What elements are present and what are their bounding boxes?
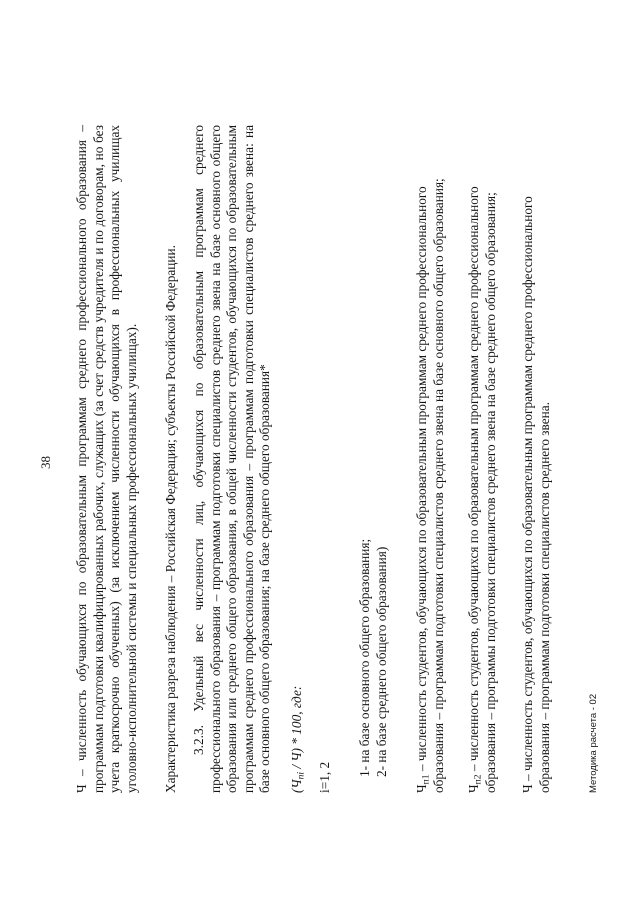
- index-line: i=1, 2: [317, 761, 332, 793]
- definition-body: – численность студентов, обучающихся по образовательным программам среднего профессионального образования – программы подготовки специалистов среднего звена на базе среднего общего образования;: [466, 186, 498, 793]
- definition-text: [466, 125, 499, 793]
- definition-text: Ч – численность студентов, обучающихся по образовательным программам среднего профессионального образования – программам подготовки специалистов среднего звена.: [520, 196, 552, 793]
- footer-note: Методика расчета - 02: [588, 693, 599, 793]
- formula-open: (Ч: [289, 779, 304, 793]
- definition-symbol: Ч: [466, 784, 481, 793]
- index-list: [357, 137, 390, 777]
- paragraph-definition-ch: [74, 125, 140, 793]
- list-item: 2- на базе среднего общего образования): [373, 546, 389, 777]
- formula: [289, 125, 306, 793]
- definition-subscript: п2: [472, 774, 484, 785]
- definition-ch-p2: [466, 125, 499, 793]
- definition-ch-total: [520, 125, 553, 793]
- paragraph-text: Характеристика разреза наблюдения – Российская Федерация; субъекты Российской Федерации.: [163, 245, 178, 793]
- paragraph-text: 3.2.3. Удельный вес численности лиц, обучающихся по образовательным программам среднего профессионального образования – программам подготовки специалистов среднего звена на базе основного общего образования или среднего общего образования, в общей численности студентов, обучающихся по образовательным программам среднего профессионального образования – программам подготовки специалистов среднего звена: на базе основного общего образования; на базе среднего общего образования*: [191, 125, 272, 793]
- definition-subscript: п1: [420, 774, 432, 785]
- paragraph-indicator-3-2-3: [191, 125, 274, 793]
- formula-subscript: пi: [295, 771, 307, 780]
- definition-body: – численность студентов, обучающихся по образовательным программам среднего профессионального образования – программам подготовки специалистов среднего звена на базе основного общего образования;: [414, 178, 446, 793]
- list-item: 1- на базе основного общего образования;: [357, 538, 372, 777]
- paragraph-observation-section: [163, 125, 180, 793]
- paragraph-text: Ч – численность обучающихся по образовательным программам среднего профессионального образования – программам подготовки квалифицированных рабочих, служащих (за счет средств учредителя и по договорам, но без учета краткосрочно обученных) (за исключением численности обучающихся в профессиональных училищах уголовно-исполнительной системы и специальных профессиональных училищах).: [74, 125, 139, 793]
- page-number: 38: [38, 456, 53, 469]
- formula-rest: / Ч) * 100, где:: [289, 685, 304, 772]
- definition-text: [414, 125, 447, 793]
- definition-ch-p1: [414, 125, 447, 793]
- definition-symbol: Ч: [414, 784, 429, 793]
